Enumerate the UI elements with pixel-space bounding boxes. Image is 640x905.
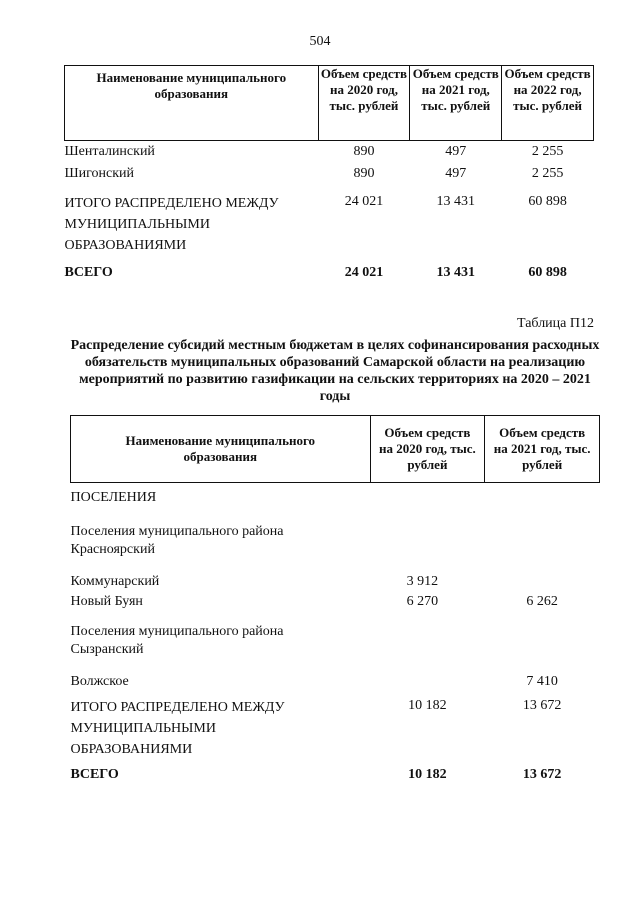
row-value-2020: 6 270 xyxy=(406,594,439,609)
group-title: Поселения муниципального района Сызранский xyxy=(70,624,284,657)
table-row xyxy=(71,659,600,691)
distributed-2020: 24 021 xyxy=(344,194,384,209)
total-row xyxy=(65,256,594,282)
distributed-row xyxy=(65,183,594,256)
row-value-2020: 890 xyxy=(353,144,375,159)
col-header-name: Наименование муниципального образования xyxy=(71,416,371,483)
section-row xyxy=(71,483,600,508)
col-header-2021: Объем средств на 2021 год, тыс. рублей xyxy=(410,66,502,141)
row-value-2021: 497 xyxy=(445,144,467,159)
table-2020-2022 xyxy=(64,65,594,282)
total-label: ВСЕГО xyxy=(64,265,113,280)
row-value-2020: 3 912 xyxy=(406,574,439,589)
row-value-2021: 7 410 xyxy=(526,674,558,689)
row-value-2022: 2 255 xyxy=(531,144,564,159)
group-row xyxy=(71,611,600,659)
total-label: ВСЕГО xyxy=(70,767,119,782)
distributed-label: ИТОГО РАСПРЕДЕЛЕНО МЕЖДУ МУНИЦИПАЛЬНЫМИ ОБРАЗОВАНИЯМИ xyxy=(64,196,279,253)
table-row xyxy=(65,161,594,183)
table-row xyxy=(65,141,594,162)
distributed-2021: 13 672 xyxy=(522,698,562,713)
row-name: Шенталинский xyxy=(64,144,155,159)
table-row xyxy=(71,591,600,611)
distributed-2020: 10 182 xyxy=(408,698,447,713)
row-name: Коммунарский xyxy=(70,574,160,589)
table-2020-2021 xyxy=(70,415,600,784)
total-row xyxy=(71,760,600,784)
group-row xyxy=(71,507,600,559)
total-2020: 10 182 xyxy=(408,767,447,782)
section-title: ПОСЕЛЕНИЯ xyxy=(70,490,157,505)
total-2022: 60 898 xyxy=(528,265,567,280)
col-header-2020: Объем средств на 2020 год, тыс. рублей xyxy=(370,416,485,483)
distributed-label: ИТОГО РАСПРЕДЕЛЕНО МЕЖДУ МУНИЦИПАЛЬНЫМИ ОБРАЗОВАНИЯМИ xyxy=(70,700,285,757)
row-value-2020: 890 xyxy=(353,166,375,181)
table-header-row xyxy=(71,416,600,483)
row-value-2022: 2 255 xyxy=(531,166,564,181)
row-value-2021: 6 262 xyxy=(526,594,558,609)
page-number: 504 xyxy=(309,34,331,49)
col-header-name: Наименование муниципального образования xyxy=(65,66,319,141)
distributed-2022: 60 898 xyxy=(528,194,567,209)
col-header-2022: Объем средств на 2022 год, тыс. рублей xyxy=(502,66,594,141)
row-value-2021: 497 xyxy=(445,166,467,181)
total-2020: 24 021 xyxy=(344,265,384,280)
row-name: Шигонский xyxy=(64,166,135,181)
table-header-row xyxy=(65,66,594,141)
distributed-2021: 13 431 xyxy=(436,194,476,209)
table-title: Распределение субсидий местным бюджетам в целях софинансирования расходных обязательств муниципальных образований Самарской области на реализацию мероприятий по развитию газификации на сельских территориях на 2020 – 2021 годы xyxy=(70,338,600,404)
table-row xyxy=(71,559,600,591)
total-2021: 13 672 xyxy=(522,767,562,782)
row-value-2020 xyxy=(370,659,485,691)
group-title: Поселения муниципального района Красноярский xyxy=(70,524,284,557)
row-value-2021 xyxy=(485,559,600,591)
row-name: Волжское xyxy=(70,674,129,689)
table-label: Таблица П12 xyxy=(517,316,594,331)
col-header-2020: Объем средств на 2020 год, тыс. рублей xyxy=(318,66,410,141)
total-2021: 13 431 xyxy=(436,265,476,280)
distributed-row xyxy=(71,691,600,760)
col-header-2021: Объем средств на 2021 год, тыс. рублей xyxy=(485,416,600,483)
row-name: Новый Буян xyxy=(70,594,143,609)
